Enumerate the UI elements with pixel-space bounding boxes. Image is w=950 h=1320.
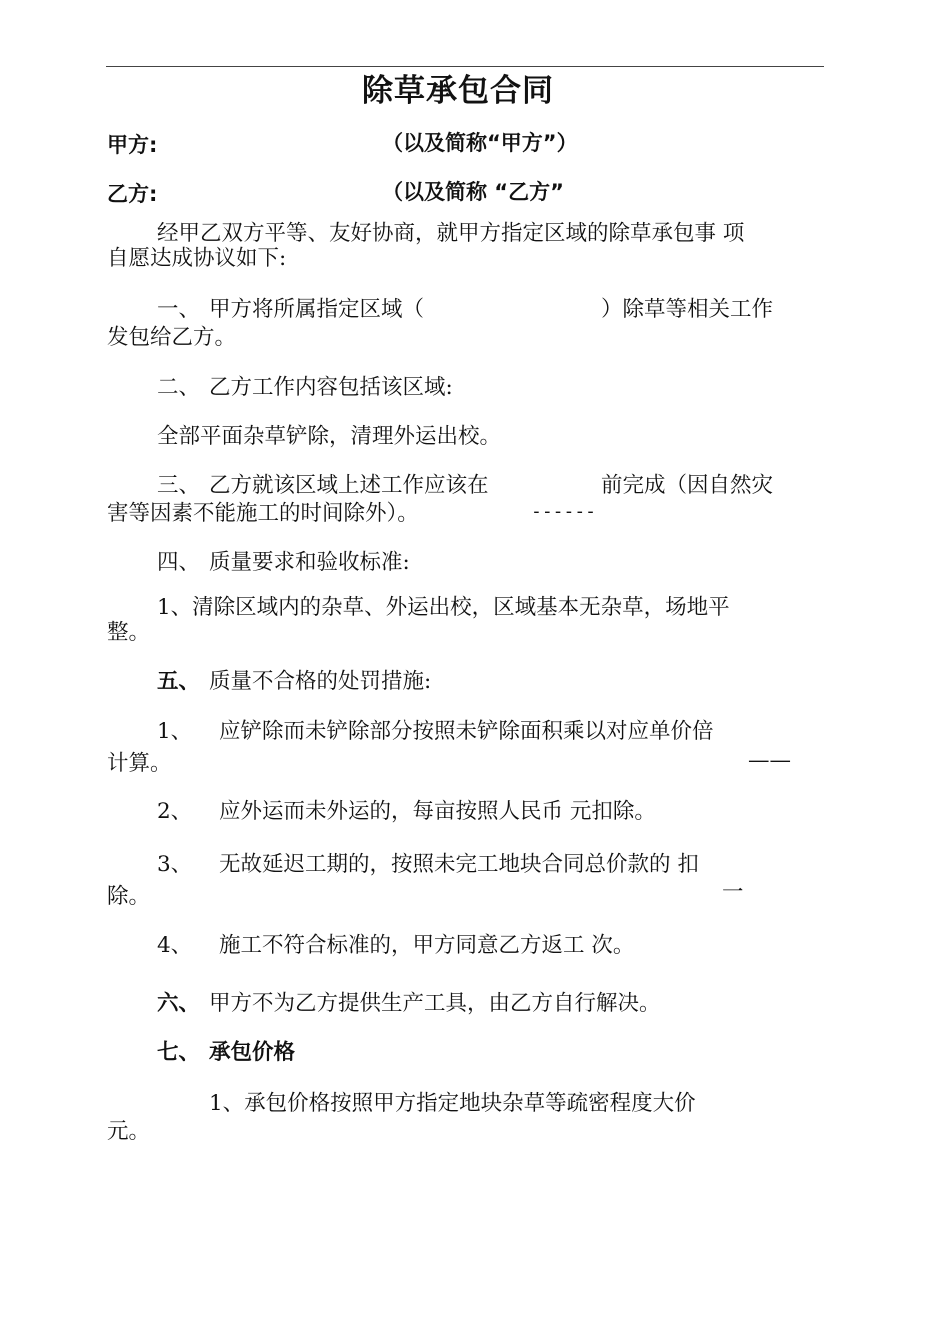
intro-line-1: 经甲乙双方平等、友好协商，就甲方指定区域的除草承包事 项 bbox=[157, 221, 745, 246]
clause-7-text: 承包价格 bbox=[209, 1040, 296, 1065]
clause-1-line-2: 发包给乙方。 bbox=[107, 325, 237, 350]
clause-6-number: 六、 bbox=[157, 991, 201, 1016]
clause-5-item-3-mark: 一 bbox=[722, 880, 744, 905]
clause-2-detail: 全部平面杂草铲除，清理外运出校。 bbox=[157, 424, 502, 449]
clause-2-text: 乙方工作内容包括该区域: bbox=[209, 375, 453, 400]
clause-5-item-1-line-2: 计算。 bbox=[107, 751, 172, 776]
clause-7-number: 七、 bbox=[157, 1040, 201, 1065]
clause-1-text-a: 甲方将所属指定区域（ bbox=[209, 297, 425, 322]
party-b-alias: （以及简称 “乙方” bbox=[382, 180, 564, 204]
clause-4-text: 质量要求和验收标准: bbox=[209, 550, 410, 575]
clause-1-number: 一、 bbox=[157, 297, 201, 322]
clause-2-number: 二、 bbox=[157, 375, 201, 400]
party-a-alias: （以及简称“甲方”） bbox=[382, 131, 578, 155]
party-a-label: 甲方: bbox=[107, 133, 158, 157]
header-rule bbox=[106, 66, 824, 67]
clause-3-text-a: 乙方就该区域上述工作应该在 bbox=[209, 473, 489, 498]
clause-7-item-1-line-1: 1、承包价格按照甲方指定地块杂草等疏密程度大价 bbox=[209, 1091, 696, 1116]
clause-6-text: 甲方不为乙方提供生产工具，由乙方自行解决。 bbox=[209, 991, 661, 1016]
clause-3-number: 三、 bbox=[157, 473, 201, 498]
clause-5-item-4-line-1: 施工不符合标准的，甲方同意乙方返工 次。 bbox=[219, 933, 635, 958]
clause-4-item-1-line-2: 整。 bbox=[107, 620, 151, 645]
clause-5-item-2-line-1: 应外运而未外运的，每亩按照人民币 元扣除。 bbox=[219, 799, 656, 824]
clause-5-item-2-number: 2、 bbox=[157, 799, 193, 824]
document-title: 除草承包合同 bbox=[362, 73, 554, 109]
clause-1-text-b: ）除草等相关工作 bbox=[601, 297, 774, 322]
clause-4-number: 四、 bbox=[157, 550, 201, 575]
clause-5-item-3-number: 3、 bbox=[157, 852, 193, 877]
clause-5-item-1-number: 1、 bbox=[157, 719, 193, 744]
clause-5-item-1-mark: —— bbox=[748, 748, 791, 773]
clause-3-dashes: ------ bbox=[531, 501, 597, 522]
clause-3-text-b: 前完成（因自然灾 bbox=[601, 473, 774, 498]
clause-5-text: 质量不合格的处罚措施: bbox=[209, 669, 432, 694]
clause-3-line-2: 害等因素不能施工的时间除外）。 bbox=[107, 501, 419, 526]
clause-5-item-3-line-1: 无故延迟工期的，按照未完工地块合同总价款的 扣 bbox=[219, 852, 699, 877]
clause-5-item-4-number: 4、 bbox=[157, 933, 193, 958]
clause-5-item-3-line-2: 除。 bbox=[107, 884, 151, 909]
clause-5-item-1-line-1: 应铲除而未铲除部分按照未铲除面积乘以对应单价倍 bbox=[219, 719, 714, 744]
clause-4-item-1-line-1: 1、清除区域内的杂草、外运出校，区域基本无杂草，场地平 bbox=[157, 595, 730, 620]
clause-7-item-1-line-2: 元。 bbox=[107, 1119, 151, 1144]
clause-5-number: 五、 bbox=[157, 669, 201, 694]
intro-line-2: 自愿达成协议如下: bbox=[107, 246, 287, 271]
party-b-label: 乙方: bbox=[107, 182, 158, 206]
